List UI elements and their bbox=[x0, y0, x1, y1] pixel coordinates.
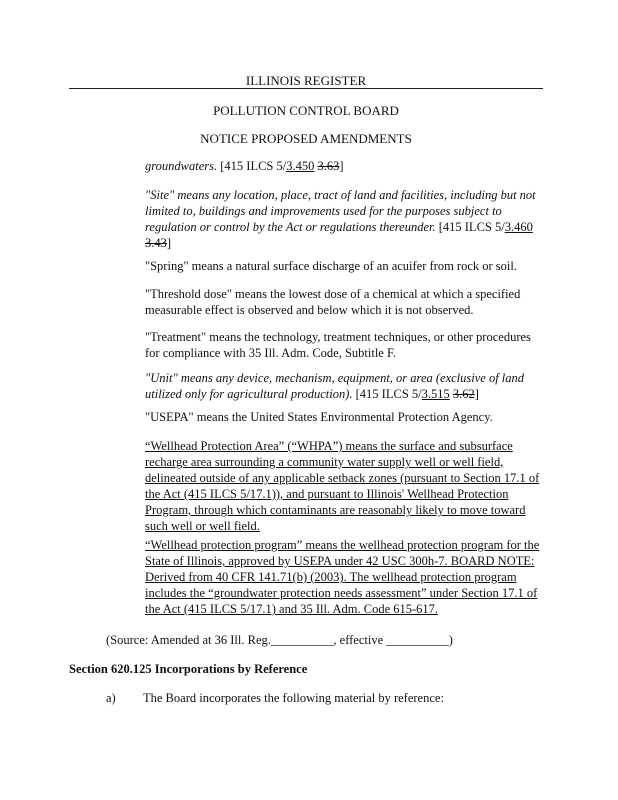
subsection-label: a) bbox=[106, 691, 116, 705]
definition-wellhead-protection-area: “Wellhead Protection Area” (“WHPA”) means the surface and subsurface recharge area surrounding a community water supply well or well field, delineated outside of any applicable setback zones (pursuant to Section 17.1 of the Act (415 ILCS 5/17.1)), and pursuant to Illinois' Wellhead Protection Program, through which contaminants are reasonably likely to move toward such well or well field. bbox=[145, 439, 540, 533]
notice-title: NOTICE PROPOSED AMENDMENTS bbox=[200, 131, 412, 146]
inserted-citation: 3.450 bbox=[286, 159, 315, 173]
definition-treatment: "Treatment" means the technology, treatment techniques, or other procedures for compliance with 35 Ill. Adm. Code, Subtitle F. bbox=[145, 330, 531, 360]
deleted-citation: 3.62 bbox=[452, 387, 475, 401]
citation-prefix: [415 ILCS 5/ bbox=[217, 159, 287, 173]
subsection-text: The Board incorporates the following material by reference: bbox=[143, 691, 444, 705]
definition-spring: "Spring" means a natural surface discharge of an acuifer from rock or soil. bbox=[145, 259, 517, 273]
source-note: (Source: Amended at 36 Ill. Reg.__________, effective __________) bbox=[106, 633, 453, 647]
whpp-definition: “Wellhead protection program” means the wellhead protection program for the State of Illinois, approved by USEPA under 42 USC 300h-7. bbox=[145, 538, 540, 568]
board-title: POLLUTION CONTROL BOARD bbox=[213, 103, 399, 118]
header-rule bbox=[69, 88, 543, 89]
definition-wellhead-protection-program bbox=[145, 537, 545, 617]
citation-suffix: ] bbox=[166, 236, 172, 250]
inserted-citation: 3.460 bbox=[504, 220, 533, 234]
deleted-citation: 3.63 bbox=[317, 159, 340, 173]
citation-prefix: [415 ILCS 5/ bbox=[352, 387, 422, 401]
whpp-board-note: BOARD NOTE: Derived from 40 CFR 141.71(b) (2003). The wellhead protection program includes the “groundwater protection needs assessment” under Section 17.1 of the Act (415 ILCS 5/17.1) and 35 Ill. Adm. Code 615-617. bbox=[145, 554, 538, 616]
inserted-citation: 3.515 bbox=[421, 387, 450, 401]
register-title: ILLINOIS REGISTER bbox=[245, 73, 367, 88]
definition-usepa: "USEPA" means the United States Environmental Protection Agency. bbox=[145, 410, 493, 424]
citation-suffix: ] bbox=[339, 159, 344, 173]
definition-groundwaters bbox=[145, 158, 545, 174]
groundwaters-text: groundwaters. bbox=[145, 159, 218, 173]
section-heading: Section 620.125 Incorporations by Reference bbox=[69, 662, 308, 676]
unit-text: "Unit" means any device, mechanism, equipment, or area (exclusive of land utilized only for agricultural production). bbox=[145, 371, 525, 401]
site-text: "Site" means any location, place, tract of land and facilities, including but not limited to, buildings and improvements used for the purposes subject to regulation or control by the Act or regulations thereunder. bbox=[145, 188, 536, 234]
definition-unit bbox=[145, 370, 545, 402]
citation-prefix: [415 ILCS 5/ bbox=[435, 220, 505, 234]
subsection-a bbox=[106, 690, 546, 706]
citation-suffix: ] bbox=[474, 387, 479, 401]
definition-site bbox=[145, 187, 545, 251]
deleted-citation: 3.43 bbox=[145, 236, 167, 250]
definition-threshold-dose: "Threshold dose" means the lowest dose of a chemical at which a specified measurable effect is observed and below which it is not observed. bbox=[145, 287, 521, 317]
